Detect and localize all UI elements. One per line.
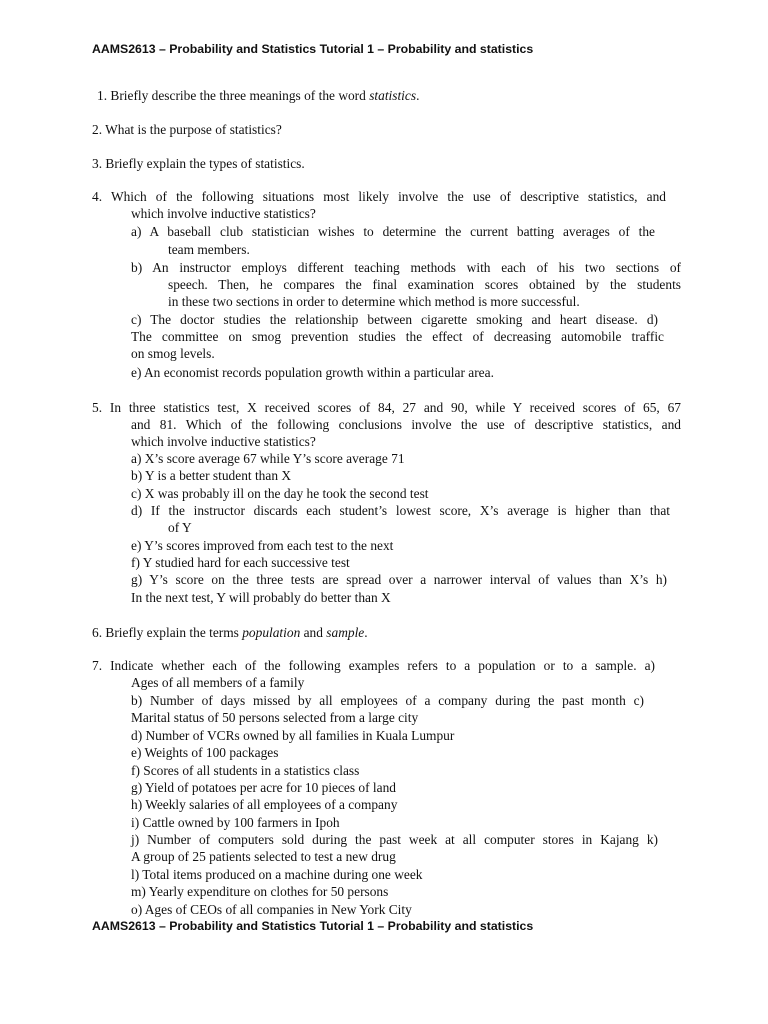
- question-4-line-2: which involve inductive statistics?: [131, 206, 316, 221]
- question-7-item: i) Cattle owned by 100 farmers in Ipoh: [131, 815, 340, 830]
- page-header: AAMS2613 – Probability and Statistics Tutorial 1 – Probability and statistics: [92, 42, 534, 56]
- question-7-item: l) Total items produced on a machine during one week: [131, 867, 423, 882]
- question-1-emphasis: statistics: [369, 88, 417, 103]
- question-7-item: m) Yearly expenditure on clothes for 50 persons: [131, 884, 389, 899]
- question-4-item-c-line-1: c) The doctor studies the relationship between cigarette smoking and heart disease. d): [131, 312, 658, 327]
- page-footer-header: AAMS2613 – Probability and Statistics Tutorial 1 – Probability and statistics: [92, 919, 534, 933]
- question-5-item-d-line-1: d) If the instructor discards each student’s lowest score, X’s average is higher than that: [131, 503, 670, 518]
- question-7-item: d) Number of VCRs owned by all families in Kuala Lumpur: [131, 728, 455, 743]
- question-7-item: A group of 25 patients selected to test a new drug: [131, 849, 396, 864]
- question-1-end: .: [416, 88, 420, 103]
- question-7-item: f) Scores of all students in a statistics class: [131, 763, 360, 778]
- question-5-item-d-line-2: of Y: [168, 520, 192, 535]
- question-7-item: e) Weights of 100 packages: [131, 745, 279, 760]
- question-6-end: .: [364, 625, 368, 640]
- question-4-item-a-line-2: team members.: [168, 242, 250, 257]
- question-5-item-f: f) Y studied hard for each successive test: [131, 555, 350, 570]
- question-5-item-e: e) Y’s scores improved from each test to the next: [131, 538, 394, 553]
- question-7-item: h) Weekly salaries of all employees of a company: [131, 797, 398, 812]
- question-7-item: Ages of all members of a family: [131, 675, 305, 690]
- question-3: 3. Briefly explain the types of statistics.: [92, 156, 305, 171]
- question-6-and: and: [300, 625, 327, 640]
- question-7-item: g) Yield of potatoes per acre for 10 pieces of land: [131, 780, 396, 795]
- question-7-item: o) Ages of CEOs of all companies in New York City: [131, 902, 412, 917]
- question-7-item: j) Number of computers sold during the past week at all computer stores in Kajang k): [131, 832, 658, 847]
- term-population: population: [242, 625, 301, 640]
- question-5-line-3: which involve inductive statistics?: [131, 434, 316, 449]
- question-5-item-g-line-2: In the next test, Y will probably do better than X: [131, 590, 391, 605]
- question-4-item-a-line-1: a) A baseball club statistician wishes to determine the current batting averages of the: [131, 224, 655, 239]
- question-5-line-2: and 81. Which of the following conclusions involve the use of descriptive statistics, and: [131, 417, 681, 432]
- question-4-item-e: e) An economist records population growth within a particular area.: [131, 365, 494, 380]
- question-4-item-b-line-2: speech. Then, he compares the final examination scores obtained by the students: [168, 277, 681, 292]
- question-4-item-c-line-2: The committee on smog prevention studies the effect of decreasing automobile traffic: [131, 329, 664, 344]
- question-4-item-b-line-3: in these two sections in order to determine which method is more successful.: [168, 294, 580, 309]
- question-4-line-1: 4. Which of the following situations most likely involve the use of descriptive statistics, and: [92, 189, 666, 204]
- question-4-item-c-line-3: on smog levels.: [131, 346, 215, 361]
- question-5-item-a: a) X’s score average 67 while Y’s score average 71: [131, 451, 405, 466]
- question-1-text: 1. Briefly describe the three meanings of the word: [97, 88, 370, 103]
- question-7-item: Marital status of 50 persons selected from a large city: [131, 710, 419, 725]
- term-sample: sample: [326, 625, 365, 640]
- question-2: 2. What is the purpose of statistics?: [92, 122, 282, 137]
- question-5-item-c: c) X was probably ill on the day he took the second test: [131, 486, 429, 501]
- question-4-item-b-line-1: b) An instructor employs different teaching methods with each of his two sections of: [131, 260, 681, 275]
- question-7-line-1: 7. Indicate whether each of the following examples refers to a population or to a sample. a): [92, 658, 655, 673]
- question-1: [97, 87, 419, 105]
- question-7-item: b) Number of days missed by all employees of a company during the past month c): [131, 693, 644, 708]
- question-5-item-b: b) Y is a better student than X: [131, 468, 292, 483]
- question-5-item-g-line-1: g) Y’s score on the three tests are spread over a narrower interval of values than X’s h): [131, 572, 667, 587]
- question-6-text: 6. Briefly explain the terms: [92, 625, 243, 640]
- question-5-line-1: 5. In three statistics test, X received scores of 84, 27 and 90, while Y received scores of 65, 67: [92, 400, 681, 415]
- question-6: [92, 624, 368, 642]
